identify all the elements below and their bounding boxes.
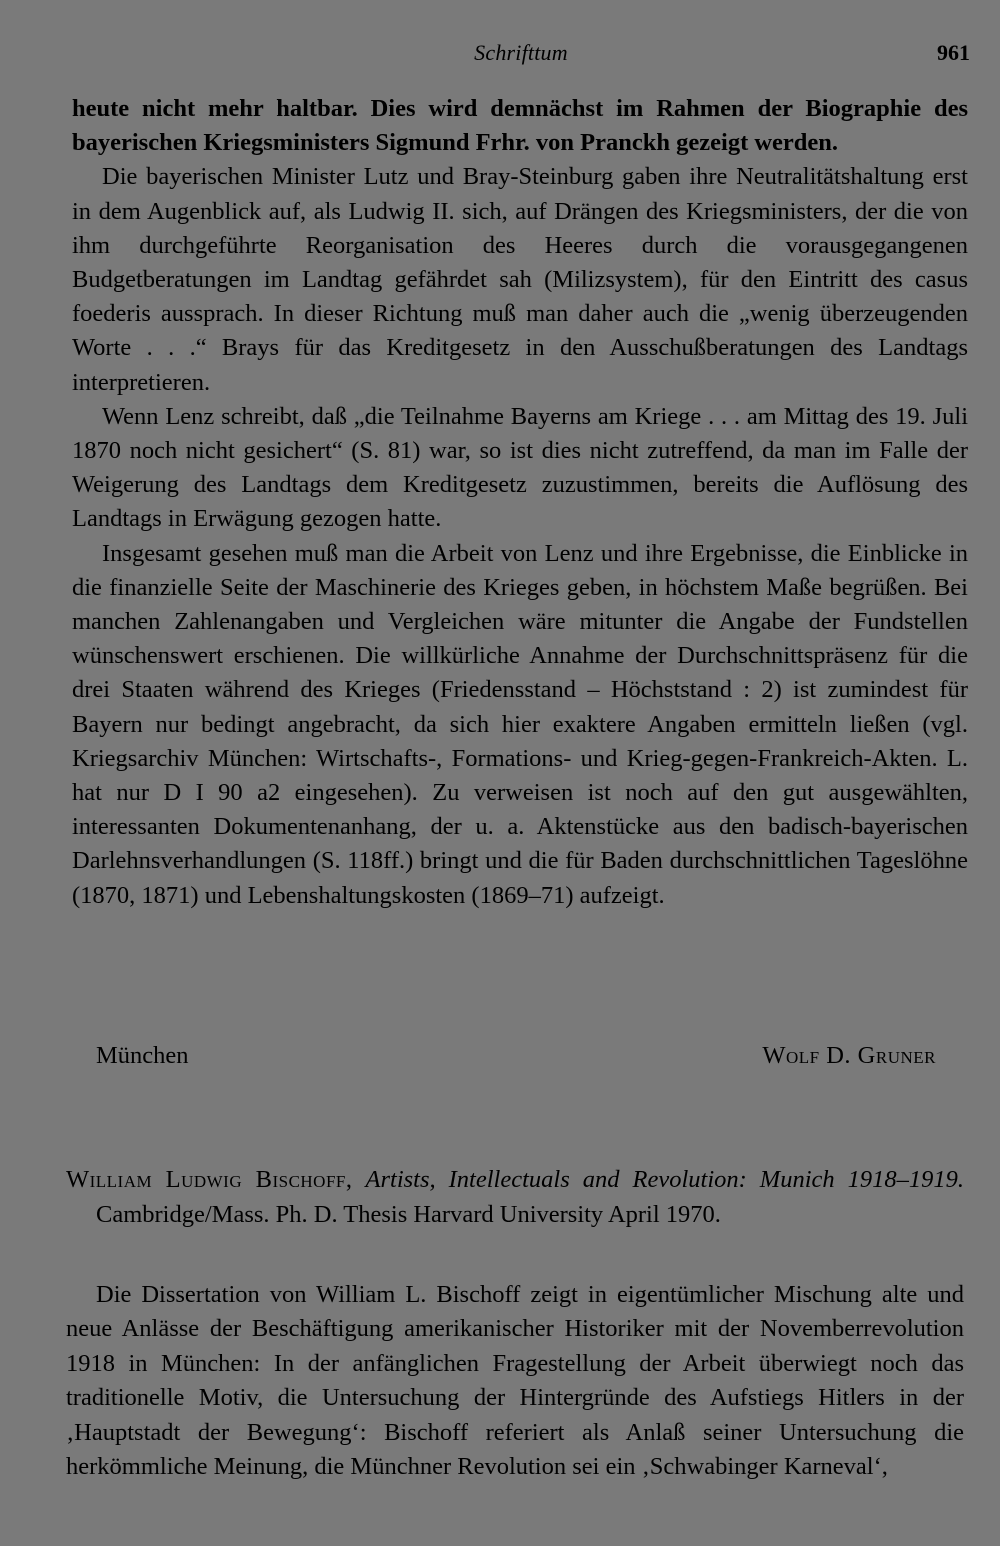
cited-title: Artists, Intellectuals and Revolution: Munich 1918–1919.: [365, 1166, 964, 1193]
review-citation: [66, 1162, 964, 1232]
review-paragraph-1: Die Dissertation von William L. Bischoff zeigt in eigentümlicher Mischung alte und neue Anlässe der Beschäftigung amerikanischer Historiker mit der Novemberrevolution 1918 in München: In der anfänglichen Fragestellung der Arbeit überwiegt noch das traditionelle Motiv, die Untersuchung der Hintergründe des Aufstiegs Hitlers in der ‚Hauptstadt der Bewegung‘: Bischoff referiert als Anlaß seiner Untersuchung die herkömmliche Meinung, die Münchner Revolution sei ein ‚Schwabinger Karneval‘,: [66, 1281, 964, 1481]
paragraph-3: Wenn Lenz schreibt, daß „die Teilnahme Bayerns am Kriege . . . am Mittag des 19. Juli 1870 noch nicht gesichert“ (S. 81) war, so ist dies nicht zutreffend, da man im Falle der Weigerung des Landtags dem Kreditgesetz zuzustimmen, bereits die Auflösung des Landtags in Erwägung gezogen hatte.: [72, 402, 968, 533]
running-title: Schrifttum: [474, 40, 568, 65]
page-number: 961: [937, 40, 970, 65]
cited-publication: Cambridge/Mass. Ph. D. Thesis Harvard University April 1970.: [96, 1201, 721, 1228]
paragraph-4: Insgesamt gesehen muß man die Arbeit von Lenz und ihre Ergebnisse, die Einblicke in die finanzielle Seite der Maschinerie des Krieges geben, in höchstem Maße begrüßen. Bei manchen Zahlenangaben und Vergleichen wäre mitunter die Angabe der Fundstellen wünschenswert erschienen. Die willkürliche Annahme der Durchschnittspräsenz für die drei Staaten während des Krieges (Friedensstand – Höchststand : 2) ist zumindest für Bayern nur bedingt angebracht, da sich hier exaktere Angaben ermitteln ließen (vgl. Kriegsarchiv München: Wirtschafts-, Formations- und Krieg-gegen-Frankreich-Akten. L. hat nur D I 90 a2 eingesehen). Zu verweisen ist noch auf den gut ausgewählten, interessanten Dokumentenanhang, der u. a. Aktenstücke aus den badisch-bayerischen Darlehnsverhandlungen (S. 118ff.) bringt und die für Baden durchschnittlichen Tageslöhne (1870, 1871) und Lebenshaltungskosten (1869–71) aufzeigt.: [72, 539, 968, 909]
paragraph-1: heute nicht mehr haltbar. Dies wird demnächst im Rahmen der Biographie des bayerischen Kriegsministers Sigmund Frhr. von Pranckh gezeigt werden.: [72, 95, 968, 157]
signature-author: Wolf D. Gruner: [762, 1042, 936, 1069]
signature-place: München: [96, 1042, 189, 1069]
page-header: [72, 40, 970, 74]
review-text: [66, 1278, 964, 1484]
review-signature: [96, 1042, 936, 1078]
paragraph-2: Die bayerischen Minister Lutz und Bray-Steinburg gaben ihre Neutralitätshaltung erst in dem Augenblick auf, als Ludwig II. sich, auf Drängen des Kriegsministers, der die von ihm durchgeführte Reorganisation des Heeres durch die vorausgegangenen Budgetberatungen im Landtag gefährdet sah (Milizsystem), für den Eintritt des casus foederis aussprach. In dieser Richtung muß man daher auch die „wenig überzeugenden Worte . . .“ Brays für das Kreditgesetz in den Ausschußberatungen des Landtags interpretieren.: [72, 163, 968, 396]
article-continuation: [72, 92, 968, 913]
cited-author: William Ludwig Bischoff,: [66, 1166, 353, 1193]
